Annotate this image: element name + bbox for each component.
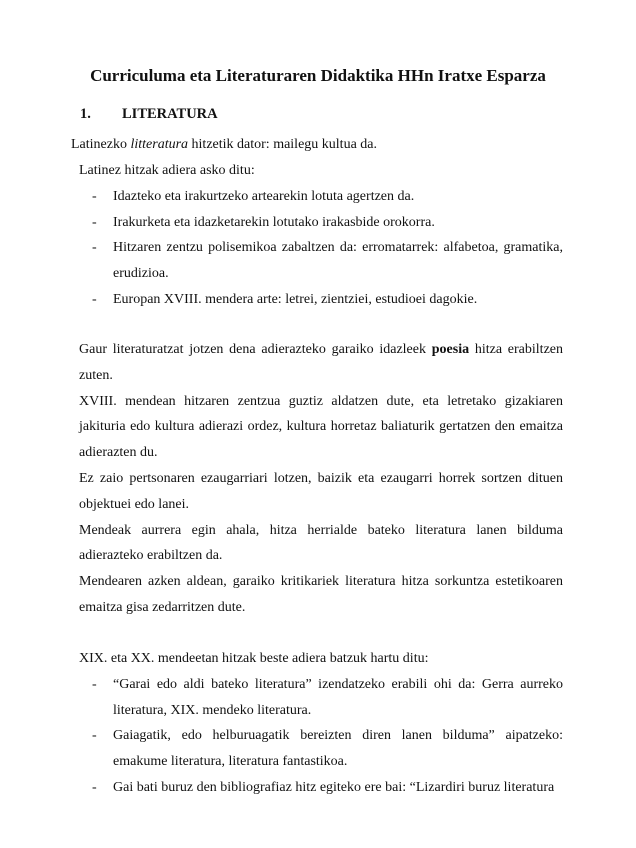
section-number: 1.	[80, 106, 91, 122]
paragraph: Mendearen azken aldean, garaiko kritikariek literatura hitza sorkuntza estetikoaren emaitza gisa zedarritzen dute.	[79, 574, 563, 615]
history-section	[79, 337, 563, 621]
intro-italic-term: litteratura	[130, 137, 189, 152]
intro-text-end: hitzetik dator: mailegu kultua da.	[188, 137, 377, 152]
latin-lead: Latinez hitzak adiera asko ditu:	[79, 163, 255, 178]
paragraph: Mendeak aurrera egin ahala, hitza herrialde bateko literatura lanen bilduma adierazteko erabiltzen da.	[79, 522, 563, 564]
intro-paragraph	[71, 132, 563, 158]
list-item: - Gai bati buruz den bibliografiaz hitz egiteko ere bai: “Lizardiri buruz literatura	[79, 775, 563, 801]
paragraph-text: Gaur literaturatzat jotzen dena adierazteko garaiko idazleek	[79, 342, 432, 357]
latin-list	[79, 184, 563, 313]
list-item: - Idazteko eta irakurtzeko artearekin lotuta agertzen da.	[79, 184, 563, 210]
paragraph: XVIII. mendean hitzaren zentzua guztiz aldatzen dute, eta letretako gizakiaren jakituria edo kultura adierazi ordez, kultura horretaz baliaturik gertatzen den emaitza adierazten du.	[79, 393, 563, 461]
section-heading	[80, 106, 218, 123]
intro-section	[71, 132, 563, 158]
latin-section	[79, 158, 563, 313]
paragraph	[79, 337, 563, 389]
modern-list	[79, 672, 563, 801]
paragraph-text-end: hitza erabiltzen zuten.	[79, 342, 563, 383]
list-item: - Europan XVIII. mendera arte: letrei, zientziei, estudioei dagokie.	[79, 287, 563, 313]
intro-text: Latinezko	[71, 137, 131, 152]
list-item: - Gaiagatik, edo helburuagatik bereizten diren lanen bilduma” aipatzeko: emakume literatura, literatura fantastikoa.	[79, 723, 563, 775]
section-title: LITERATURA	[122, 106, 218, 122]
list-item: - Hitzaren zentzu polisemikoa zabaltzen da: erromatarrek: alfabetoa, gramatika, erudizioa.	[79, 235, 563, 287]
list-item: - “Garai edo aldi bateko literatura” izendatzeko erabili ohi da: Gerra aurreko literatura, XIX. mendeko literatura.	[79, 672, 563, 724]
modern-section	[79, 646, 563, 801]
modern-lead: XIX. eta XX. mendeetan hitzak beste adiera batzuk hartu ditu:	[79, 651, 429, 666]
paragraph: Ez zaio pertsonaren ezaugarriari lotzen, baizik eta ezaugarri horrek sortzen dituen objektuei edo lanei.	[79, 470, 563, 512]
bold-term: poesia	[431, 342, 470, 357]
list-item: - Irakurketa eta idazketarekin lotutako irakasbide orokorra.	[79, 210, 563, 236]
document-title: Curriculuma eta Literaturaren Didaktika HHn Iratxe Esparza	[90, 66, 546, 85]
